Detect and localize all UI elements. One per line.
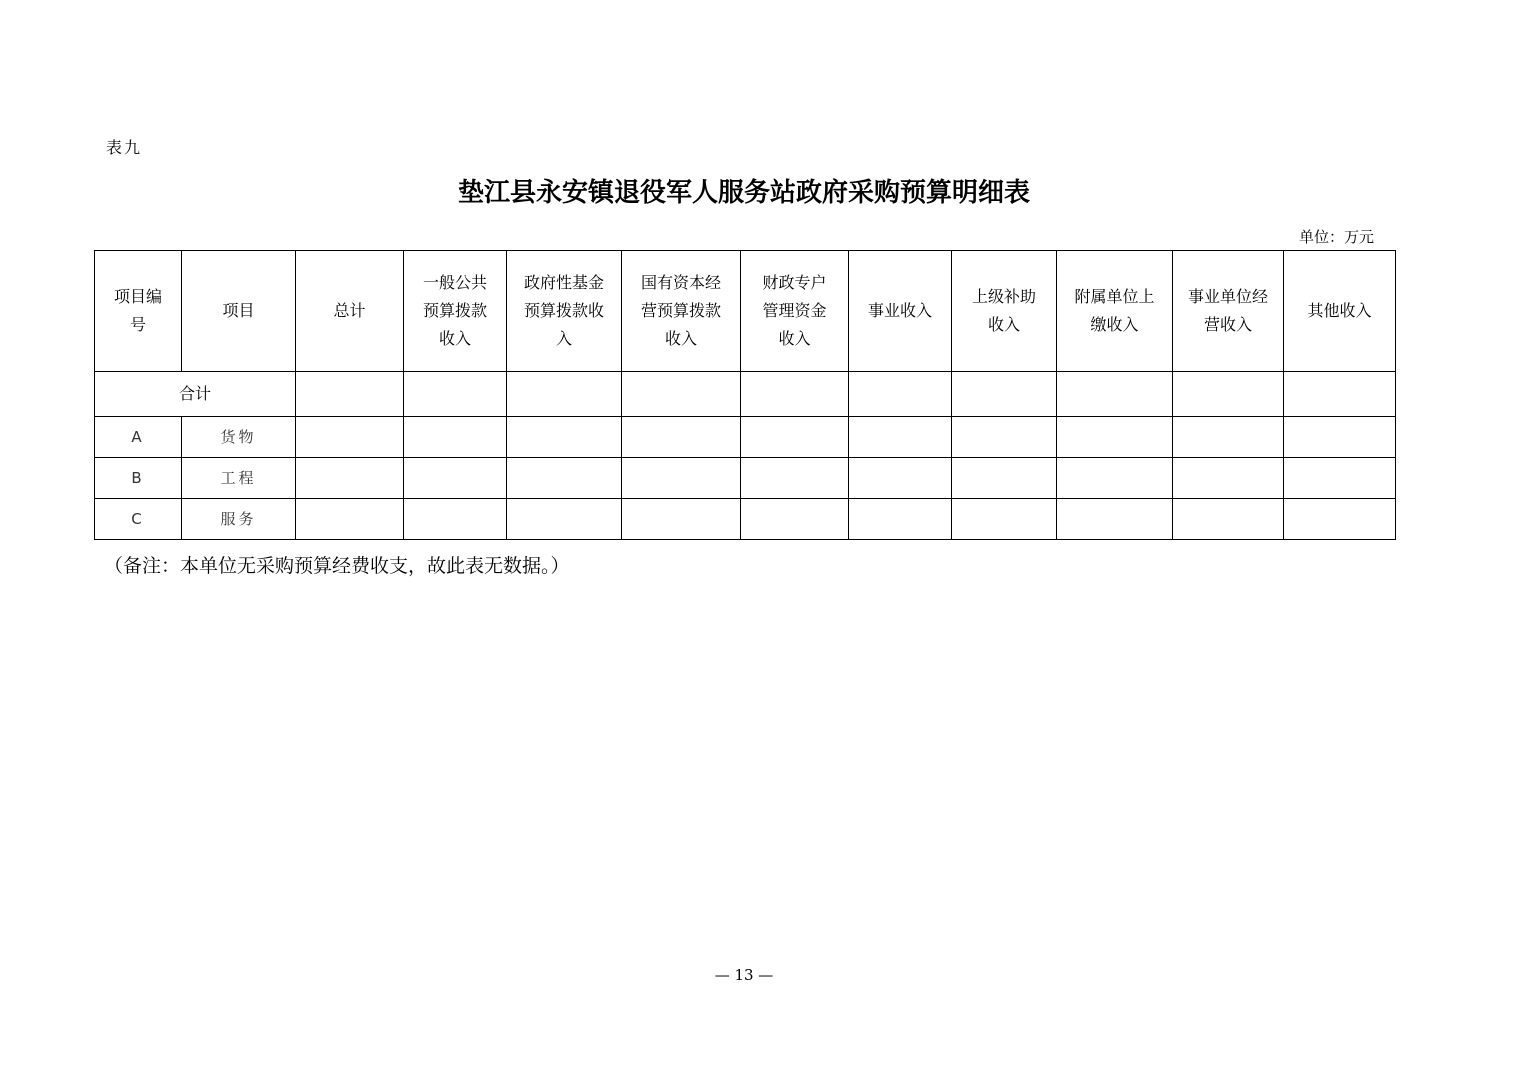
column-header: 总计 [296,251,404,372]
table-cell [1057,499,1173,540]
table-cell [849,372,952,417]
table-cell [1057,458,1173,499]
table-cell [1284,417,1396,458]
table-cell [741,372,849,417]
table-cell [404,417,507,458]
table-cell [1284,499,1396,540]
table-cell [849,499,952,540]
row-item: 工程 [182,458,296,499]
table-cell [1284,372,1396,417]
unit-label: 单位：万元 [1298,228,1374,246]
table-cell [952,499,1057,540]
table-cell [952,458,1057,499]
table-cell [404,458,507,499]
total-label: 合计 [95,372,296,417]
column-header: 国有资本经营预算拨款收入 [622,251,741,372]
table-cell [507,458,622,499]
table-cell [741,458,849,499]
row-code: A [95,417,182,458]
table-row [95,458,1396,499]
table-cell [952,372,1057,417]
row-item: 服务 [182,499,296,540]
table-cell [1057,417,1173,458]
table-cell [1173,499,1284,540]
page-number: — 13 — [714,966,774,984]
column-header: 上级补助收入 [952,251,1057,372]
table-cell [622,372,741,417]
table-cell [952,417,1057,458]
total-row [95,372,1396,417]
table-cell [404,372,507,417]
table-cell [296,417,404,458]
column-header: 项目编号 [95,251,182,372]
table-label: 表九 [106,138,143,157]
table-cell [622,499,741,540]
column-header: 财政专户管理资金收入 [741,251,849,372]
row-code: B [95,458,182,499]
table-cell [1173,417,1284,458]
table-cell [741,499,849,540]
table-cell [296,372,404,417]
row-item: 货物 [182,417,296,458]
table-row [95,499,1396,540]
table-cell [849,417,952,458]
table-cell [622,417,741,458]
column-header: 项目 [182,251,296,372]
table-cell [507,499,622,540]
column-header: 附属单位上缴收入 [1057,251,1173,372]
column-header: 政府性基金预算拨款收入 [507,251,622,372]
column-header: 事业收入 [849,251,952,372]
table-cell [741,417,849,458]
column-header: 事业单位经营收入 [1173,251,1284,372]
column-header: 一般公共预算拨款收入 [404,251,507,372]
procurement-budget-table [94,250,1396,540]
table-cell [1173,458,1284,499]
table-cell [296,458,404,499]
table-cell [622,458,741,499]
table-note: （备注：本单位无采购预算经费收支，故此表无数据。） [104,555,570,577]
header-row [95,251,1396,372]
table-cell [296,499,404,540]
table-cell [1173,372,1284,417]
table-cell [507,417,622,458]
row-code: C [95,499,182,540]
table-cell [849,458,952,499]
table-cell [507,372,622,417]
page-title: 垫江县永安镇退役军人服务站政府采购预算明细表 [457,178,1030,208]
column-header: 其他收入 [1284,251,1396,372]
table-row [95,417,1396,458]
table-cell [1284,458,1396,499]
table-cell [404,499,507,540]
table-cell [1057,372,1173,417]
